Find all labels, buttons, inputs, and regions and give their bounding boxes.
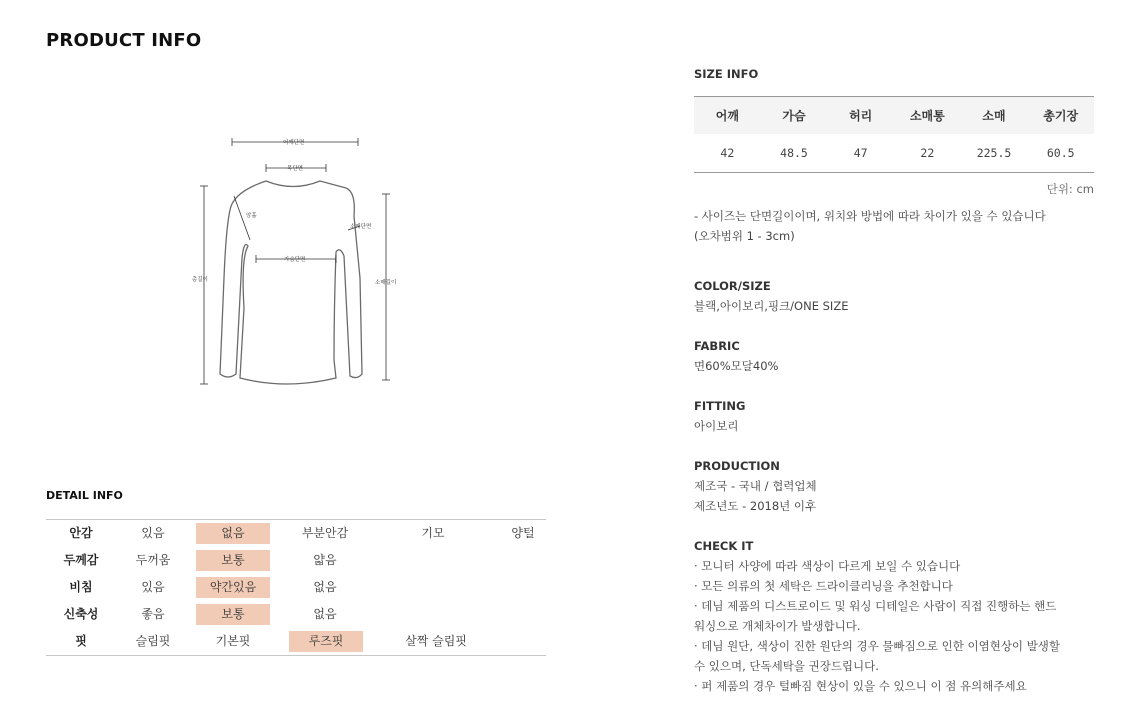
chest-label: 가슴단면	[284, 257, 306, 263]
detail-option-selected: 약간있음	[196, 577, 270, 598]
fabric-label: FABRIC	[694, 339, 740, 353]
detail-option: 슬림핏	[135, 634, 171, 648]
detail-row-thickness	[46, 547, 546, 574]
size-table	[694, 96, 1094, 173]
check-it-line: · 모니터 사양에 따라 색상이 다르게 보일 수 있습니다	[694, 559, 961, 573]
production-label: PRODUCTION	[694, 459, 780, 473]
size-value-cell: 42	[720, 146, 735, 160]
size-value-cell: 225.5	[976, 146, 1012, 160]
detail-option: 얇음	[313, 553, 337, 567]
size-header-cell: 허리	[849, 109, 873, 123]
shoulder-label: 어깨단면	[283, 140, 305, 146]
check-it-line: · 데님 제품의 디스트로이드 및 워싱 디테일은 사람이 직접 진행하는 핸드	[694, 599, 1057, 613]
detail-option: 양털	[511, 526, 535, 540]
size-table-header	[694, 97, 1094, 134]
detail-option: 살짝 슬림핏	[405, 634, 467, 648]
check-it-line: 수 있으며, 단독세탁을 권장드립니다.	[694, 659, 879, 673]
total-length-label: 총길이	[192, 277, 208, 283]
detail-row-label: 핏	[75, 634, 87, 648]
detail-info-table	[46, 519, 546, 656]
sleeve-width-label: 소매단면	[350, 224, 372, 230]
detail-row-sheerness	[46, 574, 546, 601]
size-value-cell: 60.5	[1046, 146, 1075, 160]
garment-diagram	[186, 128, 412, 390]
detail-row-label: 비침	[69, 580, 93, 594]
size-value-cell: 47	[853, 146, 868, 160]
size-header-cell: 총기장	[1043, 109, 1079, 123]
detail-option: 부분안감	[301, 526, 349, 540]
detail-option: 기모	[421, 526, 445, 540]
page-title: PRODUCT INFO	[46, 30, 202, 51]
size-header-cell: 소매통	[909, 109, 945, 123]
size-table-row	[694, 134, 1094, 172]
detail-option: 있음	[141, 580, 165, 594]
detail-row-label: 신축성	[63, 607, 99, 621]
production-line: 제조년도 - 2018년 이후	[694, 499, 817, 513]
detail-option: 두꺼움	[135, 553, 171, 567]
detail-row-label: 안감	[69, 526, 93, 540]
fitting-label: FITTING	[694, 399, 746, 413]
detail-info-title: DETAIL INFO	[46, 489, 123, 502]
size-value-cell: 48.5	[780, 146, 808, 160]
detail-option-selected: 루즈핏	[289, 631, 363, 652]
color-size-label: COLOR/SIZE	[694, 279, 771, 293]
detail-option-selected: 보통	[196, 550, 270, 571]
color-size-value: 블랙,아이보리,핑크/ONE SIZE	[694, 299, 849, 313]
check-it-line: · 모든 의류의 첫 세탁은 드라이클리닝을 추천합니다	[694, 579, 953, 593]
size-note: - 사이즈는 단면길이이며, 위치와 방법에 따라 차이가 있을 수 있습니다	[694, 209, 1046, 223]
detail-option-selected: 없음	[196, 523, 270, 544]
check-it-line: 워싱으로 개체차이가 발생합니다.	[694, 619, 861, 633]
detail-option: 있음	[141, 526, 165, 540]
production-line: 제조국 - 국내 / 협력업체	[694, 479, 817, 493]
size-header-cell: 소매	[982, 109, 1006, 123]
size-header-cell: 가슴	[782, 109, 806, 123]
neck-label: 목단면	[287, 166, 303, 172]
check-it-line: · 퍼 제품의 경우 털빠짐 현상이 있을 수 있으니 이 점 유의해주세요	[694, 679, 1027, 693]
fitting-value: 아이보리	[694, 419, 739, 433]
size-value-cell: 22	[920, 146, 935, 160]
size-note: (오차범위 1 - 3cm)	[694, 229, 795, 243]
fabric-value: 면60%모달40%	[694, 359, 779, 373]
detail-option: 없음	[313, 580, 337, 594]
detail-row-lining	[46, 520, 546, 547]
size-header-cell: 어깨	[715, 109, 739, 123]
detail-option: 없음	[313, 607, 337, 621]
size-info-title: SIZE INFO	[694, 67, 759, 81]
check-it-line: · 데님 원단, 색상이 진한 원단의 경우 물빠짐으로 인한 이염현상이 발생할	[694, 639, 1061, 653]
size-unit: 단위: cm	[1046, 182, 1094, 196]
sleeve-length-label: 소매길이	[375, 280, 397, 286]
detail-row-fit	[46, 628, 546, 655]
detail-option-selected: 보통	[196, 604, 270, 625]
detail-option: 좋음	[141, 607, 165, 621]
check-it-label: CHECK IT	[694, 539, 754, 553]
armhole-label: 암홀	[246, 213, 257, 219]
detail-row-label: 두께감	[63, 553, 99, 567]
detail-option: 기본핏	[215, 634, 251, 648]
detail-row-elasticity	[46, 601, 546, 628]
